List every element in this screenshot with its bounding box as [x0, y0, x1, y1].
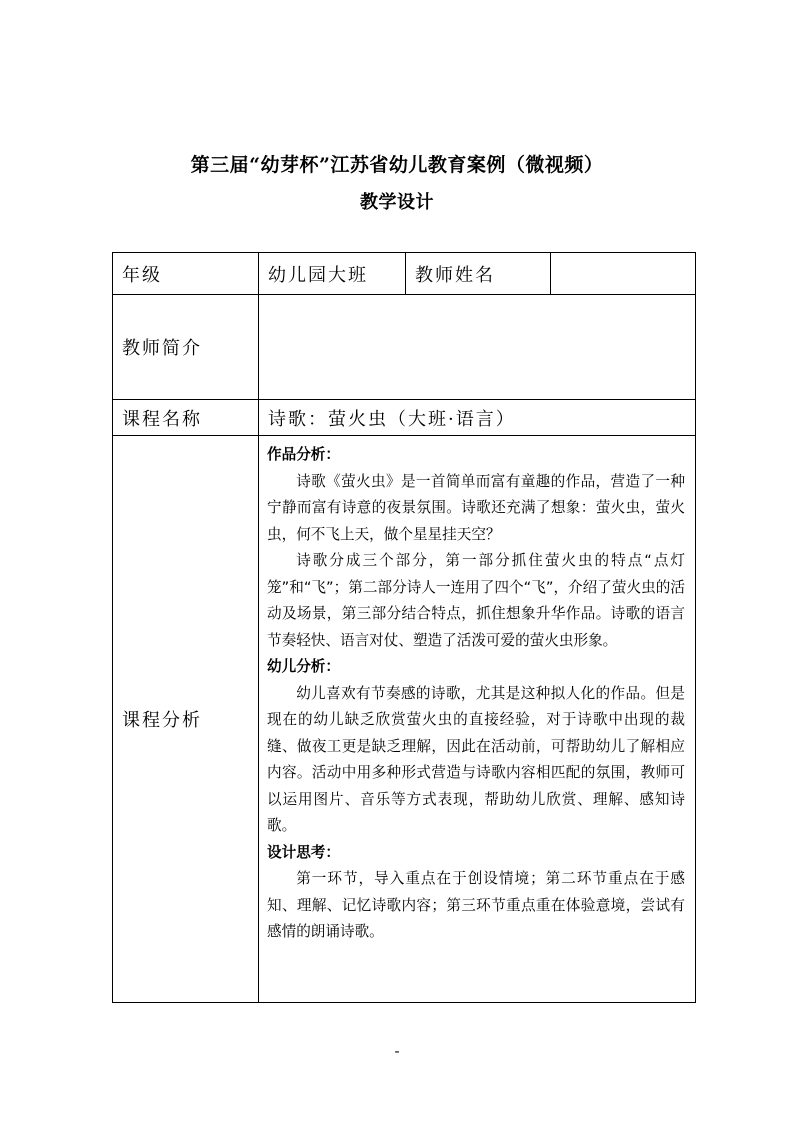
page-footer-mark: - [394, 1044, 400, 1060]
work-analysis-paragraph: 诗歌分成三个部分，第一部分抓住萤火虫的特点“点灯笼”和“飞”；第二部分诗人一连用了四个“飞”，介绍了萤火虫的活动及场景，第三部分结合特点，抓住想象升华作品。诗歌的语言节奏轻快、语言对仗、塑造了活泼可爱的萤火虫形象。 [267, 552, 685, 649]
document-subtitle: 教学设计 [360, 192, 434, 213]
lesson-design-table [112, 252, 696, 1003]
grade-value: 幼儿园大班 [259, 253, 406, 295]
child-analysis-heading: 幼儿分析： [267, 658, 340, 675]
course-name-value: 诗歌：萤火虫（大班·语言） [259, 400, 696, 436]
teacher-name-label: 教师姓名 [406, 253, 551, 295]
document-title: 第三届“幼芽杯”江苏省幼儿教育案例（微视频） [190, 154, 604, 176]
teacher-name-value [551, 253, 696, 295]
teacher-intro-value [259, 295, 696, 400]
work-analysis-paragraph: 诗歌《萤火虫》是一首简单而富有童趣的作品，营造了一种宁静而富有诗意的夜景氛围。诗歌还充满了想象：萤火虫，萤火虫，何不飞上天，做个星星挂天空？ [267, 472, 685, 543]
design-thinking-heading: 设计思考： [267, 843, 340, 861]
grade-label: 年级 [113, 253, 259, 295]
teacher-intro-row [113, 295, 696, 400]
work-analysis-heading: 作品分析： [267, 446, 340, 463]
design-thinking-paragraph: 第一环节，导入重点在于创设情境；第二环节重点在于感知、理解、记忆诗歌内容；第三环节重点重在体验意境，尝试有感情的朗诵诗歌。 [267, 870, 685, 940]
course-name-label: 课程名称 [113, 400, 259, 436]
course-analysis-label: 课程分析 [113, 436, 259, 1003]
course-analysis-row [113, 436, 696, 1003]
course-analysis-content [259, 436, 696, 1003]
course-name-row [113, 400, 696, 436]
child-analysis-paragraph: 幼儿喜欢有节奏感的诗歌，尤其是这种拟人化的作品。但是现在的幼儿缺乏欣赏萤火虫的直接经验，对于诗歌中出现的裁缝、做夜工更是缺乏理解，因此在活动前，可帮助幼儿了解相应内容。活动中用多种形式营造与诗歌内容相匹配的氛围，教师可以运用图片、音乐等方式表现，帮助幼儿欣赏、理解、感知诗歌。 [267, 684, 685, 834]
grade-row [113, 253, 696, 295]
teacher-intro-label: 教师简介 [113, 295, 259, 400]
